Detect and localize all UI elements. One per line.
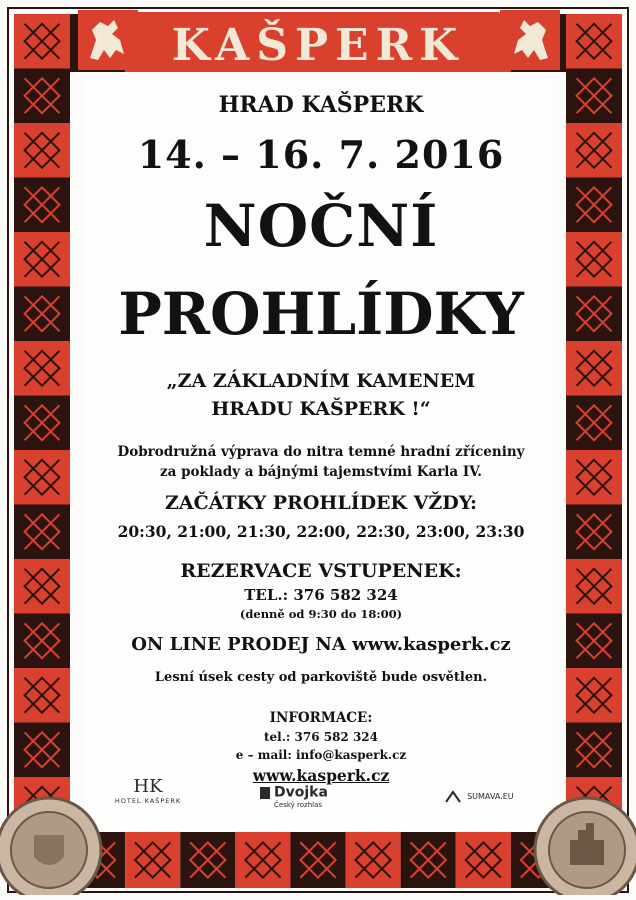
dvojka-icon <box>260 787 270 799</box>
tour-times: 20:30, 21:00, 21:30, 22:00, 22:30, 23:00, 23:30 <box>117 522 525 541</box>
border-tile <box>14 287 70 342</box>
border-tile <box>566 341 622 396</box>
hotel-name: HOTEL KAŠPERK <box>114 797 182 805</box>
content-panel <box>84 74 558 831</box>
border-tile <box>566 396 622 451</box>
lion-heraldic-icon <box>500 10 560 70</box>
border-tile <box>14 123 70 178</box>
border-tile <box>14 559 70 614</box>
border-tile <box>566 69 622 124</box>
hotel-mark: HK <box>133 776 163 797</box>
info-phone: tel.: 376 582 324 <box>263 730 379 744</box>
border-tile <box>14 232 70 287</box>
border-tile <box>566 287 622 342</box>
border-tile <box>566 614 622 669</box>
dvojka-logo <box>260 782 360 809</box>
starts-heading: ZAČÁTKY PROHLÍDEK VŽDY: <box>165 492 477 514</box>
border-tile <box>566 178 622 233</box>
info-heading: INFORMACE: <box>269 710 373 726</box>
event-dates: 14. – 16. 7. 2016 <box>137 132 505 177</box>
title-line-2: PROHLÍDKY <box>118 280 524 348</box>
title-line-1: NOČNÍ <box>203 192 439 260</box>
border-tile <box>566 450 622 505</box>
description-line-2: za poklady a bájnými tajemstvími Karla IV. <box>159 464 483 480</box>
border-tile <box>14 341 70 396</box>
reservation-hours: (denně od 9:30 do 18:00) <box>239 607 403 621</box>
border-tile <box>14 668 70 723</box>
border-tile <box>14 450 70 505</box>
border-tile <box>566 723 622 778</box>
sumava-logo <box>444 786 544 806</box>
border-tile <box>566 559 622 614</box>
online-sale: ON LINE PRODEJ NA www.kasperk.cz <box>131 634 511 655</box>
description-line-1: Dobrodružná výprava do nitra temné hradní zříceniny <box>117 444 525 460</box>
quote-line-2: HRADU KAŠPERK !“ <box>211 398 431 420</box>
border-tile <box>235 832 290 888</box>
seal-left-icon <box>0 795 104 895</box>
border-tile <box>14 614 70 669</box>
border-tile <box>566 505 622 560</box>
border-tile <box>14 396 70 451</box>
border-tile <box>566 668 622 723</box>
border-tile <box>14 14 70 69</box>
border-tile <box>566 232 622 287</box>
castle-label: HRAD KAŠPERK <box>218 92 424 118</box>
sumava-swoosh-icon <box>444 788 462 806</box>
quote-line-1: „ZA ZÁKLADNÍM KAMENEM <box>166 370 476 392</box>
lion-heraldic-icon <box>78 10 138 70</box>
hotel-kasperk-logo <box>108 776 188 805</box>
border-tile <box>566 123 622 178</box>
info-website: www.kasperk.cz <box>252 766 390 785</box>
border-tile <box>125 832 180 888</box>
border-tile <box>290 832 345 888</box>
border-tile <box>401 832 456 888</box>
sumava-text: SUMAVA.EU <box>467 792 514 801</box>
border-tile <box>180 832 235 888</box>
brand-title: KAŠPERK <box>171 20 465 71</box>
border-tile <box>14 505 70 560</box>
border-tile <box>14 69 70 124</box>
reservation-heading: REZERVACE VSTUPENEK: <box>180 560 462 582</box>
radio-name: Dvojka <box>274 784 328 801</box>
seal-right-icon <box>532 795 636 895</box>
brand-banner <box>136 12 500 72</box>
border-tile <box>456 832 511 888</box>
radio-sub: Český rozhlas <box>274 801 323 809</box>
border-tile <box>346 832 401 888</box>
border-tile <box>14 178 70 233</box>
border-tile <box>566 14 622 69</box>
info-email: e – mail: info@kasperk.cz <box>235 748 407 762</box>
reservation-phone: TEL.: 376 582 324 <box>244 586 398 604</box>
border-tile <box>14 723 70 778</box>
path-note: Lesní úsek cesty od parkoviště bude osvětlen. <box>154 670 488 685</box>
